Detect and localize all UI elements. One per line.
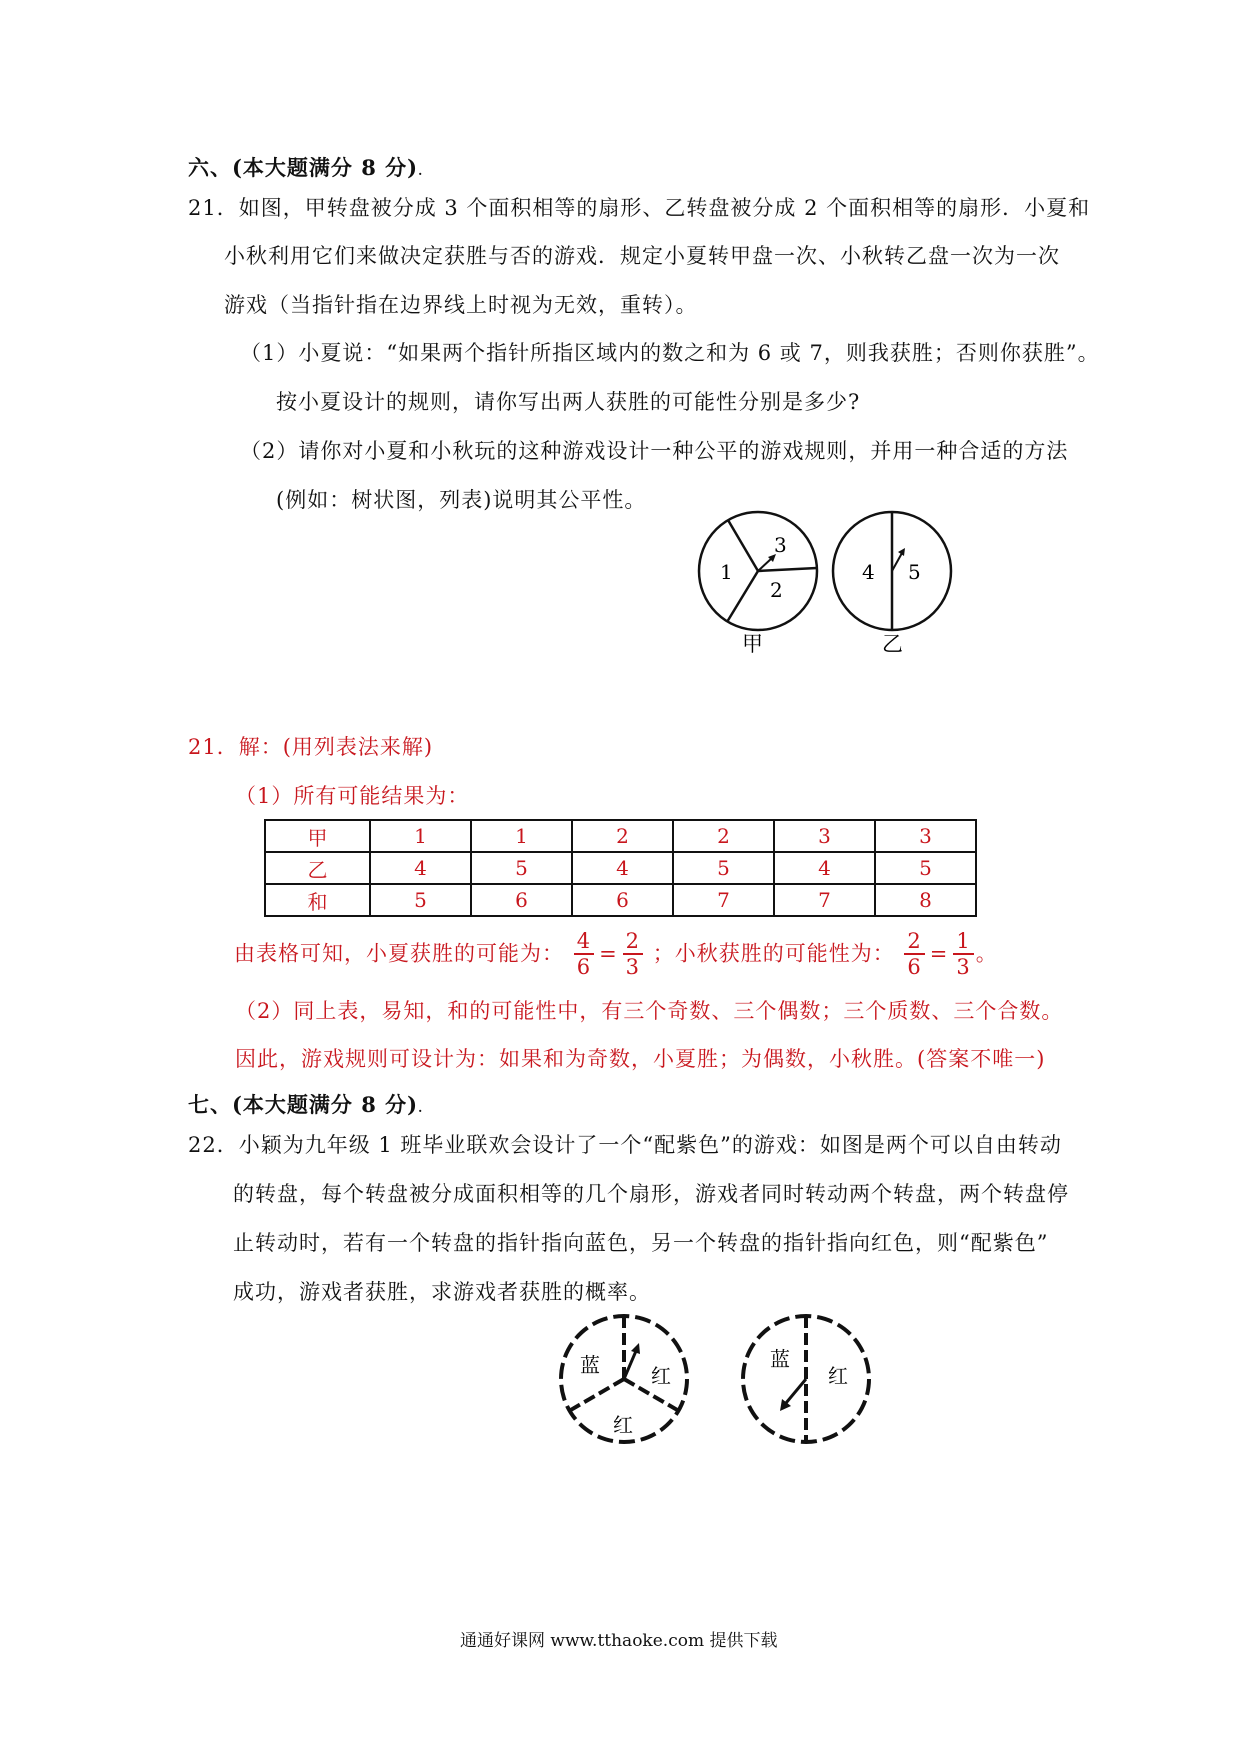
table-cell: 1 bbox=[370, 820, 471, 852]
table-cell: 2 bbox=[673, 820, 774, 852]
q21-part2-line1: （2）请你对小夏和小秋玩的这种游戏设计一种公平的游戏规则，并用一种合适的方法 bbox=[240, 439, 1069, 463]
table-cell: 3 bbox=[774, 820, 875, 852]
table-cell: 5 bbox=[673, 852, 774, 884]
table-cell: 2 bbox=[572, 820, 673, 852]
equals-sign: = bbox=[929, 941, 949, 966]
q22-line1: 22．小颖为九年级 1 班毕业联欢会设计了一个“配紫色”的游戏：如图是两个可以自由转动 bbox=[188, 1133, 1062, 1157]
table-cell: 甲 bbox=[265, 820, 370, 852]
spinner-left-sector-red-2: 红 bbox=[613, 1413, 633, 1437]
spinner-jia-sector-1: 1 bbox=[720, 560, 733, 584]
conclusion-end: 。 bbox=[975, 941, 998, 966]
table-cell: 1 bbox=[471, 820, 572, 852]
answer21-sub2-line2: 因此，游戏规则可设计为：如果和为奇数，小夏胜；为偶数，小秋胜。(答案不唯一) bbox=[235, 1047, 1046, 1071]
q22-line4: 成功，游戏者获胜，求游戏者获胜的概率。 bbox=[233, 1280, 651, 1304]
fraction-xia-1: $\frac{4}{6}$ bbox=[574, 929, 594, 979]
spinner-color-left bbox=[556, 1311, 696, 1451]
pointer-arrow-icon bbox=[631, 1343, 640, 1354]
q21-line1: 21．如图，甲转盘被分成 3 个面积相等的扇形、乙转盘被分成 2 个面积相等的扇形．小夏和 bbox=[188, 196, 1091, 220]
table-cell: 4 bbox=[370, 852, 471, 884]
spinner-color-right bbox=[736, 1311, 876, 1451]
section6-title: 六、(本大题满分 8 分). bbox=[188, 155, 424, 180]
fraction-qiu-2: $\frac{1}{3}$ bbox=[953, 929, 973, 979]
spinner-yi-label: 乙 bbox=[882, 632, 903, 656]
q22-line3: 止转动时，若有一个转盘的指针指向蓝色，另一个转盘的指针指向红色，则“配紫色” bbox=[233, 1231, 1049, 1255]
answer21-conclusion bbox=[234, 926, 998, 980]
q21-line3: 游戏（当指针指在边界线上时视为无效，重转）。 bbox=[224, 293, 698, 317]
table-cell: 乙 bbox=[265, 852, 370, 884]
table-cell: 5 bbox=[875, 852, 976, 884]
q21-part1-line2: 按小夏设计的规则，请你写出两人获胜的可能性分别是多少? bbox=[276, 390, 861, 414]
table-cell: 6 bbox=[471, 884, 572, 916]
equals-sign: = bbox=[599, 941, 618, 966]
q21-part2-line2: (例如：树状图，列表)说明其公平性。 bbox=[276, 488, 647, 512]
spinner-jia-label: 甲 bbox=[742, 632, 763, 656]
table-cell: 8 bbox=[875, 884, 976, 916]
spinner-jia bbox=[690, 508, 830, 658]
q21-part1-line1: （1）小夏说：“如果两个指针所指区域内的数之和为 6 或 7，则我获胜；否则你获胜”。 bbox=[240, 341, 1100, 365]
q22-line2: 的转盘，每个转盘被分成面积相等的几个扇形，游戏者同时转动两个转盘，两个转盘停 bbox=[233, 1182, 1069, 1206]
spinner-jia-sector-2: 2 bbox=[770, 578, 783, 602]
fraction-qiu-1: $\frac{2}{6}$ bbox=[904, 929, 924, 979]
answer21-heading: 21．解：(用列表法来解) bbox=[188, 735, 434, 759]
spinner-jia-sector-3: 3 bbox=[774, 533, 787, 557]
spinner-left-sector-red-1: 红 bbox=[651, 1364, 671, 1388]
conclusion-mid: ；小秋获胜的可能性为： bbox=[652, 941, 895, 966]
answer-table bbox=[264, 819, 977, 917]
table-cell: 5 bbox=[370, 884, 471, 916]
spinner-left-sector-blue: 蓝 bbox=[580, 1353, 600, 1377]
table-cell: 5 bbox=[471, 852, 572, 884]
section7-title: 七、(本大题满分 8 分). bbox=[188, 1092, 424, 1117]
table-cell: 7 bbox=[673, 884, 774, 916]
table-row bbox=[265, 820, 976, 852]
footer-text: 通通好课网 www.tthaoke.com 提供下载 bbox=[460, 1631, 778, 1651]
table-cell: 4 bbox=[572, 852, 673, 884]
q21-line2: 小秋利用它们来做决定获胜与否的游戏．规定小夏转甲盘一次、小秋转乙盘一次为一次 bbox=[224, 244, 1060, 268]
answer21-sub1: （1）所有可能结果为： bbox=[235, 784, 470, 808]
answer21-sub2-line1: （2）同上表，易知，和的可能性中，有三个奇数、三个偶数；三个质数、三个合数。 bbox=[235, 999, 1064, 1023]
table-cell: 和 bbox=[265, 884, 370, 916]
table-cell: 6 bbox=[572, 884, 673, 916]
spinner-right-sector-blue: 蓝 bbox=[770, 1347, 790, 1371]
spinner-yi bbox=[824, 508, 964, 658]
table-row bbox=[265, 852, 976, 884]
spinner-yi-sector-5: 5 bbox=[908, 560, 921, 584]
fraction-xia-2: $\frac{2}{3}$ bbox=[623, 929, 643, 979]
table-cell: 4 bbox=[774, 852, 875, 884]
spinner-right-sector-red: 红 bbox=[828, 1364, 848, 1388]
conclusion-prefix: 由表格可知，小夏获胜的可能为： bbox=[234, 941, 564, 966]
table-cell: 7 bbox=[774, 884, 875, 916]
table-cell: 3 bbox=[875, 820, 976, 852]
table-row bbox=[265, 884, 976, 916]
spinner-yi-sector-4: 4 bbox=[862, 560, 875, 584]
